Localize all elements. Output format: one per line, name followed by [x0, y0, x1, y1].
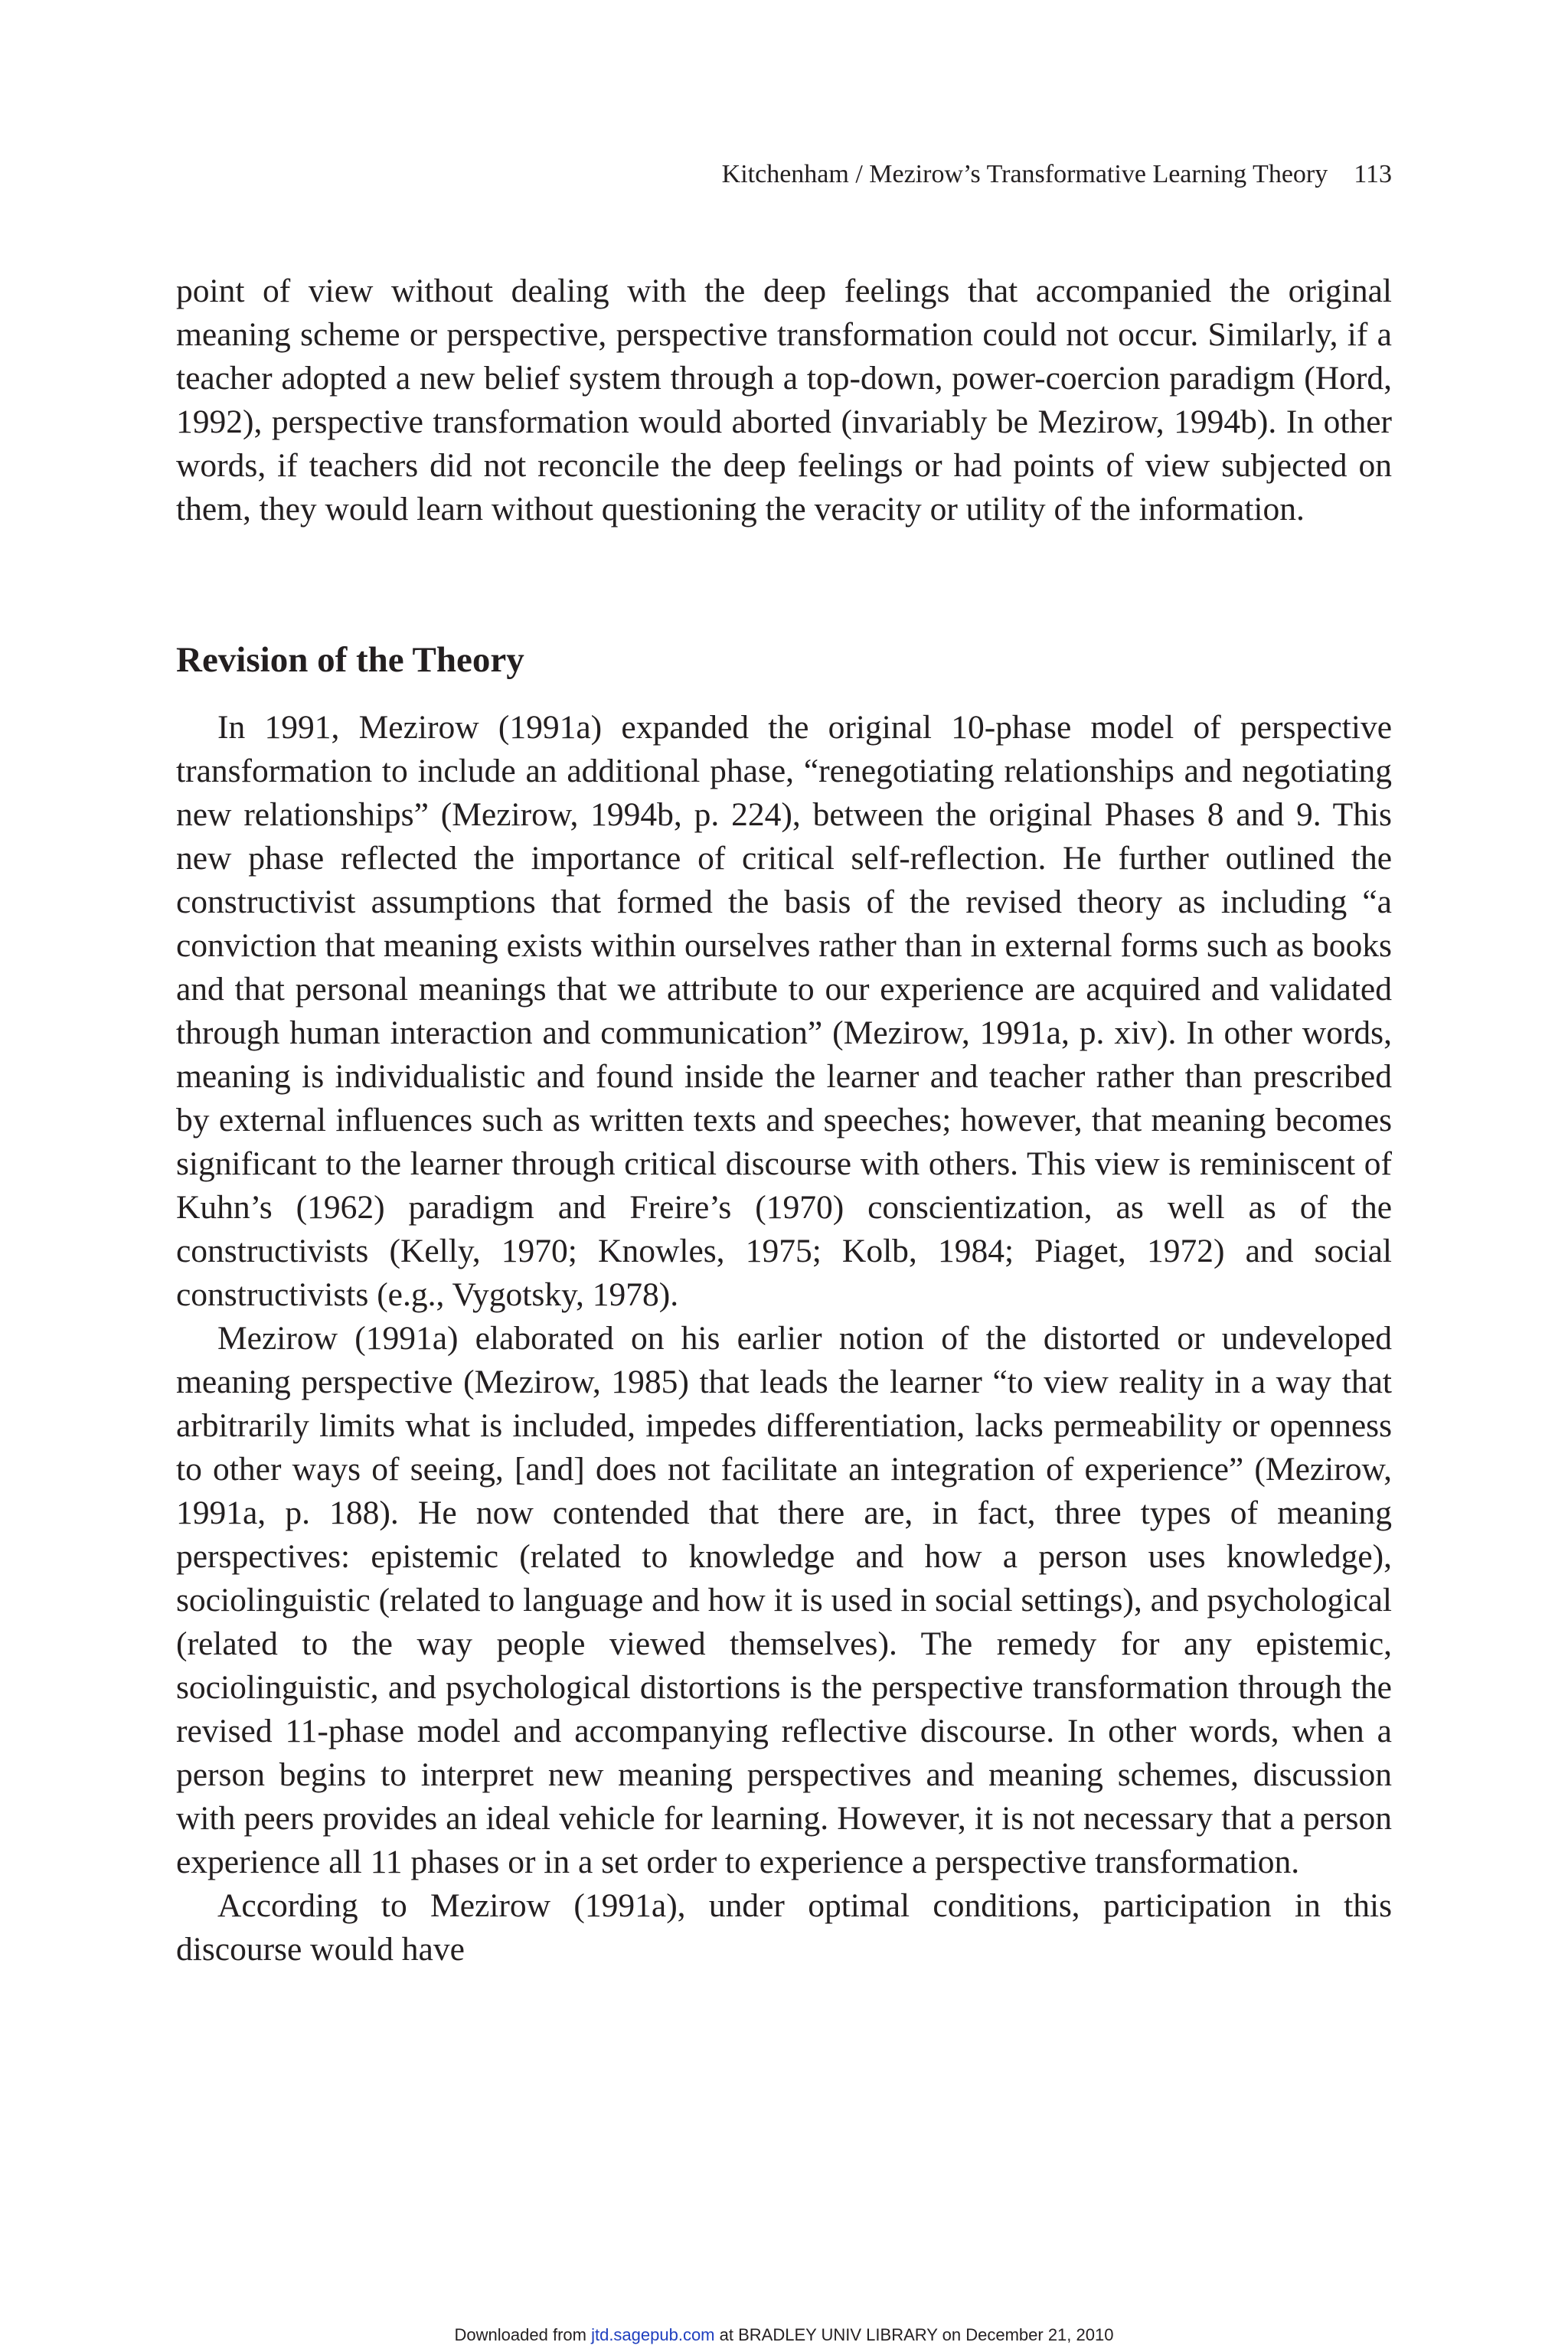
download-footer — [0, 2325, 1568, 2345]
continuation-text — [176, 270, 1392, 531]
footer-prefix: Downloaded from — [454, 2325, 592, 2344]
journal-site-link[interactable]: jtd.sagepub.com — [591, 2325, 715, 2344]
running-title: Kitchenham / Mezirow’s Transformative Learning Theory — [721, 160, 1328, 188]
footer-suffix: at BRADLEY UNIV LIBRARY on December 21, 2010 — [714, 2325, 1114, 2344]
body-paragraph: According to Mezirow (1991a), under optimal conditions, participation in this discourse would have — [176, 1887, 1392, 1968]
section-body — [176, 706, 1392, 1971]
page-number: 113 — [1354, 160, 1392, 188]
body-paragraph: Mezirow (1991a) elaborated on his earlier notion of the distorted or undeveloped meaning perspective (Mezirow, 1985) that leads the learner “to view reality in a way that arbitrarily limits what is included, impedes differentiation, lacks permeability or openness to other ways of seeing, [and] does not facilitate an integration of experience” (Mezirow, 1991a, p. 188). He now contended that there are, in fact, three types of meaning perspectives: epistemic (related to knowledge and how a person uses knowledge), sociolinguistic (related to language and how it is used in social settings), and psychological (related to the way people viewed themselves). The remedy for any epistemic, sociolinguistic, and psychological distortions is the perspective transformation through the revised 11-phase model and accompanying reflective discourse. In other words, when a person begins to interpret new meaning perspectives and meaning schemes, discussion with peers provides an ideal vehicle for learning. However, it is not necessary that a person experience all 11 phases or in a set order to experience a perspective transformation. — [176, 1320, 1392, 1880]
continuation-paragraph: point of view without dealing with the deep feelings that accompanied the original meaning scheme or perspective, perspective transformation could not occur. Similarly, if a teacher adopted a new belief system through a top-down, power-coercion paradigm (Hord, 1992), perspective transformation would aborted (invariably be Mezirow, 1994b). In other words, if teachers did not reconcile the deep feelings or had points of view subjected on them, they would learn without questioning the veracity or utility of the information. — [176, 273, 1392, 528]
section-heading: Revision of the Theory — [176, 640, 524, 680]
running-head — [176, 159, 1392, 190]
body-paragraph: In 1991, Mezirow (1991a) expanded the original 10-phase model of perspective transformation to include an additional phase, “renegotiating relationships and negotiating new relationships” (Mezirow, 1994b, p. 224), between the original Phases 8 and 9. This new phase reflected the importance of critical self-reflection. He further outlined the constructivist assumptions that formed the basis of the revised theory as including “a conviction that meaning exists within ourselves rather than in external forms such as books and that personal meanings that we attribute to our experience are acquired and validated through human interaction and communication” (Mezirow, 1991a, p. xiv). In other words, meaning is individualistic and found inside the learner and teacher rather than prescribed by external influences such as written texts and speeches; however, that meaning becomes significant to the learner through critical discourse with others. This view is reminiscent of Kuhn’s (1962) paradigm and Freire’s (1970) conscientization, as well as of the constructivists (Kelly, 1970; Knowles, 1975; Kolb, 1984; Piaget, 1972) and social constructivists (e.g., Vygotsky, 1978). — [176, 709, 1392, 1313]
